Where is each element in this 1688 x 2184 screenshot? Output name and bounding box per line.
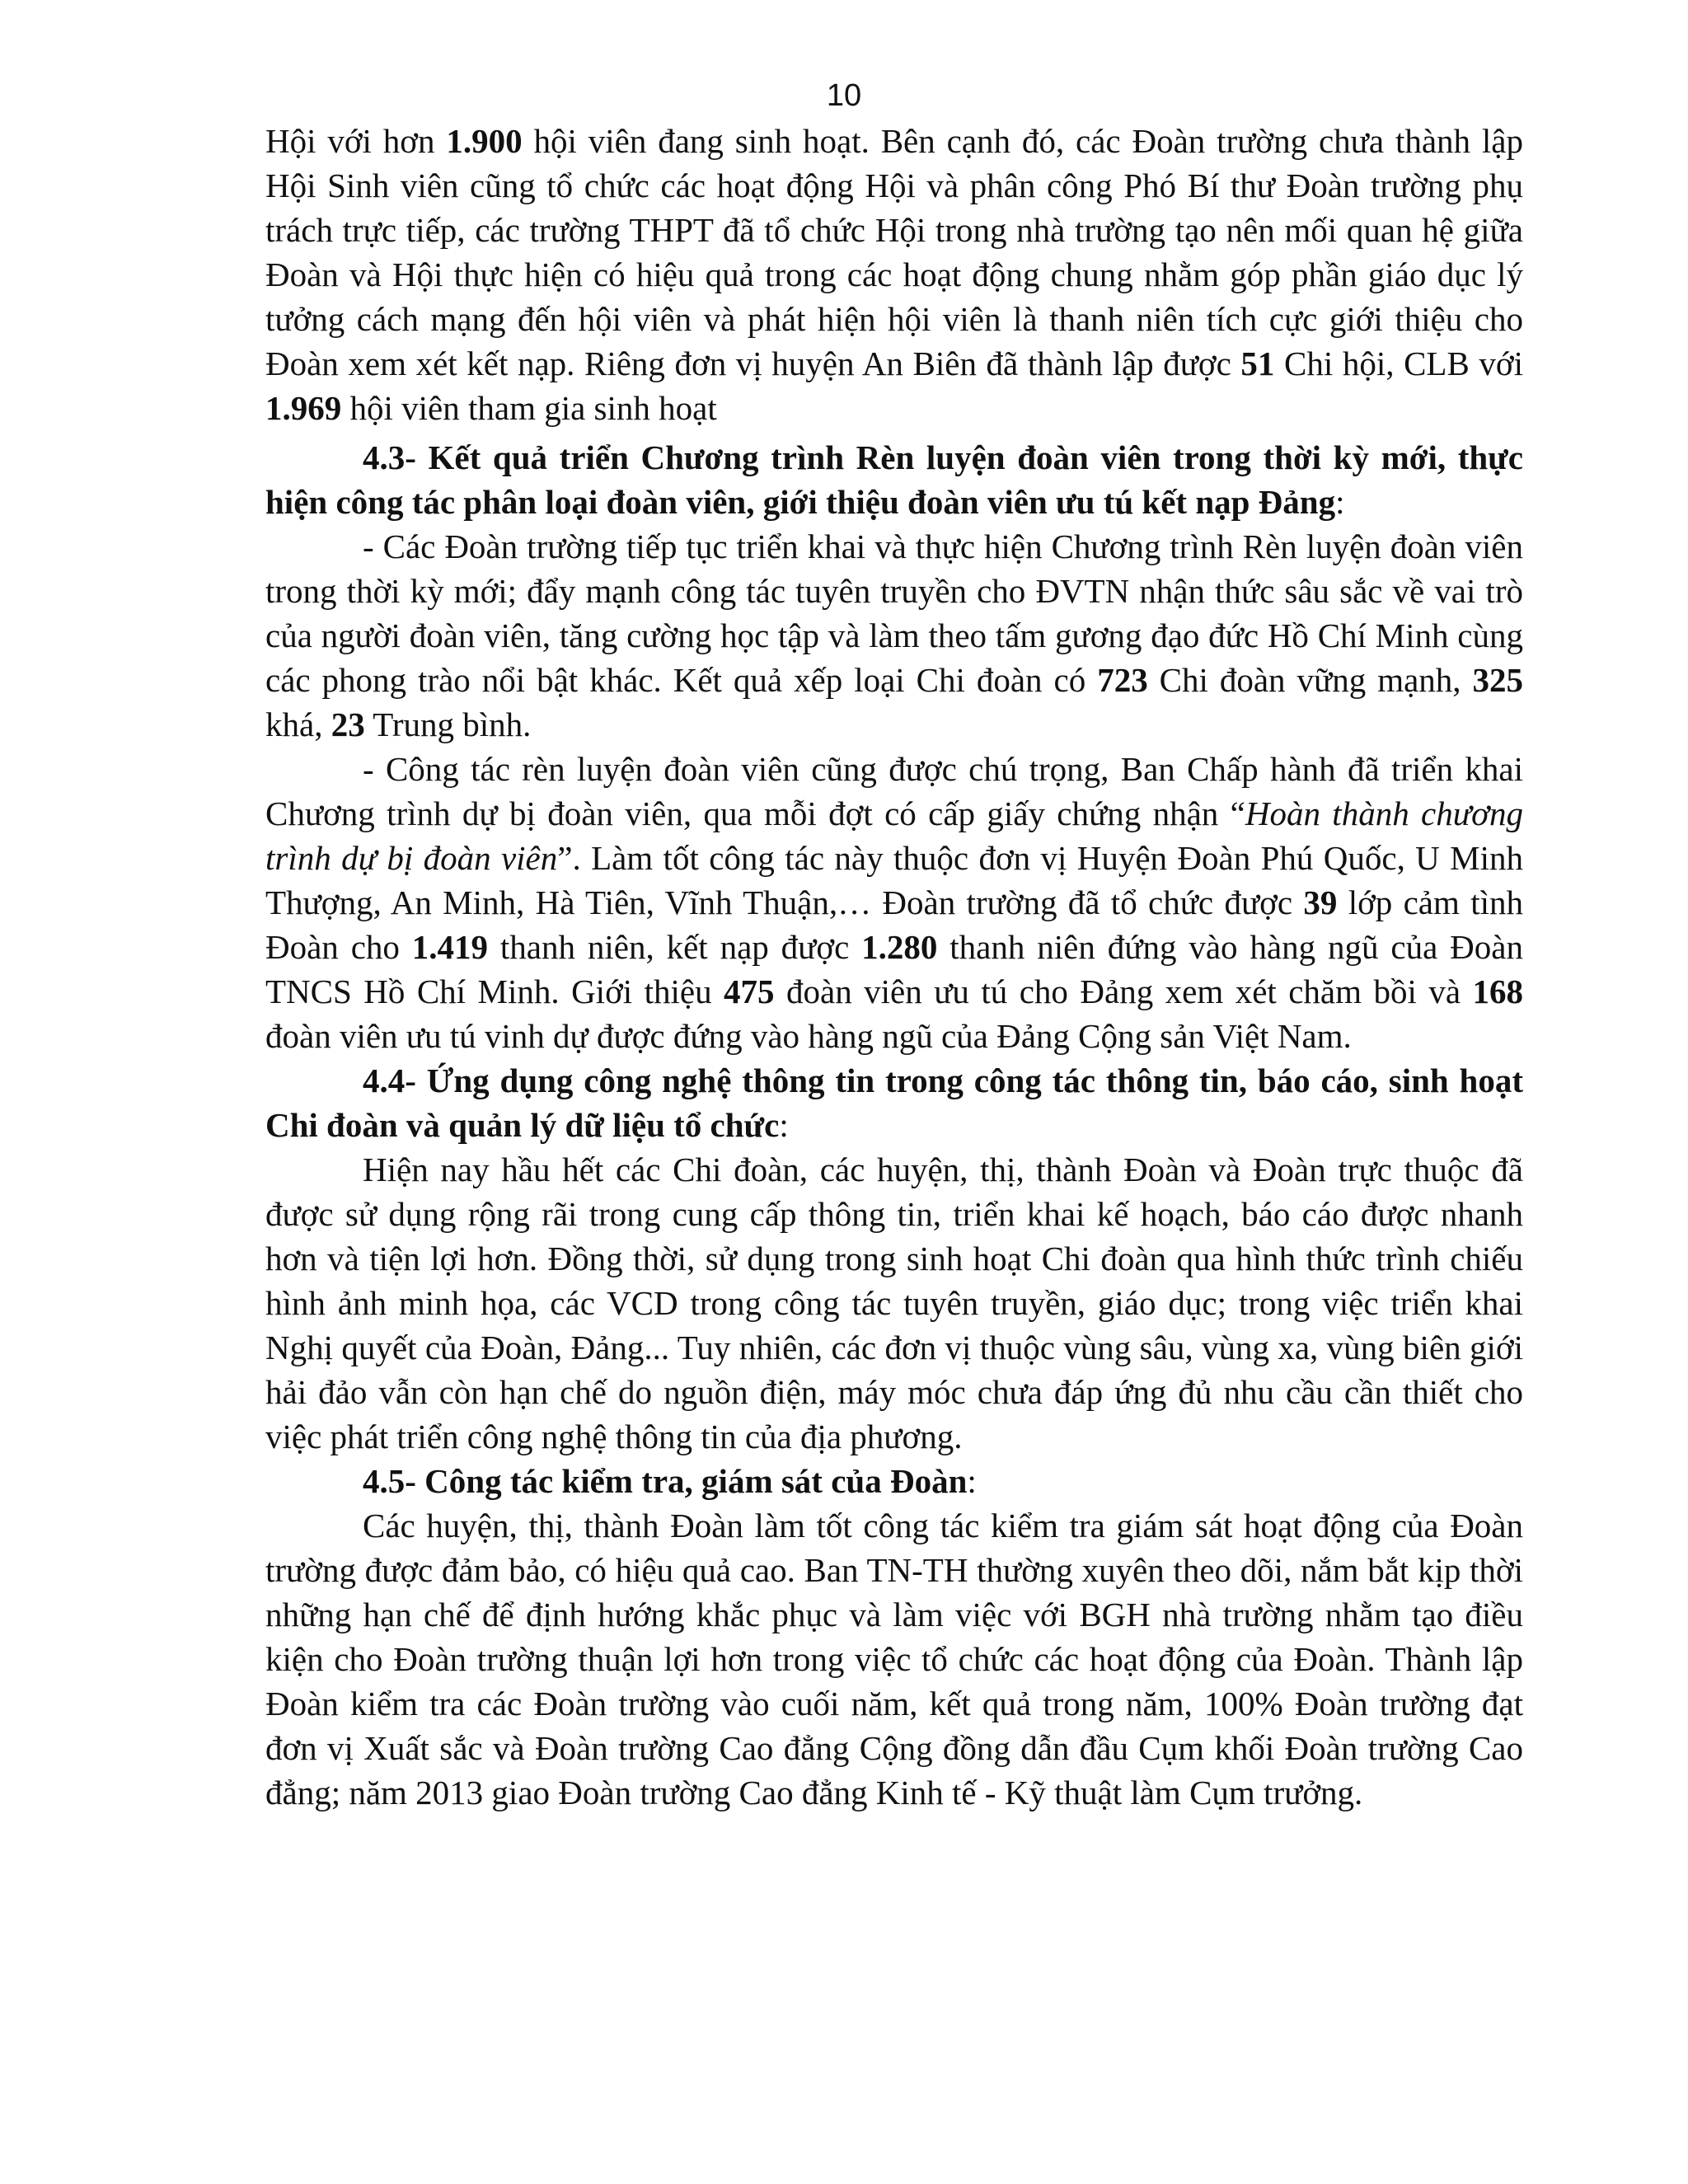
document-body <box>265 119 1523 1815</box>
text-run: 4.4- Ứng dụng công nghệ thông tin trong công tác thông tin, báo cáo, sinh hoạt Chi đoàn và quản lý dữ liệu tổ chức <box>265 1062 1523 1144</box>
text-run: 325 <box>1472 661 1523 699</box>
text-run: Hội với hơn <box>265 122 447 160</box>
page-number: 10 <box>826 78 862 113</box>
text-run: Chi hội, CLB với <box>1274 344 1523 382</box>
text-run: 723 <box>1097 661 1148 699</box>
text-run: 1.280 <box>861 928 938 966</box>
text-run: 23 <box>331 705 365 743</box>
heading-4-3 <box>265 435 1523 524</box>
text-run: 168 <box>1472 972 1523 1010</box>
text-run: Chi đoàn vững mạnh, <box>1147 661 1473 699</box>
text-run: khá, <box>265 705 331 743</box>
text-run: đoàn viên ưu tú cho Đảng xem xét chăm bồi và <box>774 972 1473 1010</box>
heading-4-4 <box>265 1058 1523 1147</box>
text-run: : <box>967 1462 977 1500</box>
text-run: Các huyện, thị, thành Đoàn làm tốt công tác kiểm tra giám sát hoạt động của Đoàn trường được đảm bảo, có hiệu quả cao. Ban TN-TH thường xuyên theo dõi, nắm bắt kịp thời những hạn chế để định hướng khắc phục và làm việc với BGH nhà trường nhằm tạo điều kiện cho Đoàn trường thuận lợi hơn trong việc tổ chức các hoạt động của Đoàn. Thành lập Đoàn kiểm tra các Đoàn trường vào cuối năm, kết quả trong năm, 100% Đoàn trường đạt đơn vị Xuất sắc và Đoàn trường Cao đẳng Cộng đồng dẫn đầu Cụm khối Đoàn trường Cao đẳng; năm 2013 giao Đoàn trường Cao đẳng Kinh tế - Kỹ thuật làm Cụm trưởng. <box>265 1507 1523 1811</box>
text-run: đoàn viên ưu tú vinh dự được đứng vào hàng ngũ của Đảng Cộng sản Việt Nam. <box>265 1017 1352 1055</box>
text-run: thanh niên đứng vào hàng ngũ của Đoàn TNCS Hồ Chí Minh. Giới thiệu <box>265 928 1523 1010</box>
text-run: 1.419 <box>411 928 489 966</box>
paragraph-du-bi-doan-vien <box>265 747 1523 1058</box>
text-run: 1.969 <box>265 389 342 427</box>
paragraph-chuong-trinh-ren-luyen <box>265 524 1523 747</box>
text-run: hội viên đang sinh hoạt. Bên cạnh đó, các Đoàn trường chưa thành lập Hội Sinh viên cũng tổ chức các hoạt động Hội và phân công Phó Bí thư Đoàn trường phụ trách trực tiếp, các trường THPT đã tổ chức Hội trong nhà trường tạo nên mối quan hệ giữa Đoàn và Hội thực hiện có hiệu quả trong các hoạt động chung nhằm góp phần giáo dục lý tưởng cách mạng đến hội viên và phát hiện hội viên là thanh niên tích cực giới thiệu cho Đoàn xem xét kết nạp. Riêng đơn vị huyện An Biên đã thành lập được <box>265 122 1523 382</box>
text-run: Hoàn thành chương trình dự bị đoàn viên <box>265 794 1523 877</box>
text-run: 4.5- Công tác kiểm tra, giám sát của Đoàn <box>363 1462 968 1500</box>
text-run: : <box>779 1106 789 1144</box>
text-run: Trung bình. <box>364 705 532 743</box>
text-run: hội viên tham gia sinh hoạt <box>341 389 717 427</box>
text-run: 51 <box>1240 344 1275 382</box>
paragraph-kiem-tra-giam-sat <box>265 1503 1523 1815</box>
text-run: thanh niên, kết nạp được <box>488 928 862 966</box>
text-run: Hiện nay hầu hết các Chi đoàn, các huyện, thị, thành Đoàn và Đoàn trực thuộc đã được sử dụng rộng rãi trong cung cấp thông tin, triển khai kế hoạch, báo cáo được nhanh hơn và tiện lợi hơn. Đồng thời, sử dụng trong sinh hoạt Chi đoàn qua hình thức trình chiếu hình ảnh minh họa, các VCD trong công tác tuyên truyền, giáo dục; trong việc triển khai Nghị quyết của Đoàn, Đảng... Tuy nhiên, các đơn vị thuộc vùng sâu, vùng xa, vùng biên giới hải đảo vẫn còn hạn chế do nguồn điện, máy móc chưa đáp ứng đủ nhu cầu cần thiết cho việc phát triển công nghệ thông tin của địa phương. <box>265 1151 1523 1455</box>
text-run: lớp cảm tình Đoàn cho <box>265 883 1523 966</box>
text-run: 39 <box>1303 883 1338 921</box>
text-run: - Công tác rèn luyện đoàn viên cũng được chú trọng, Ban Chấp hành đã triển khai Chương trình dự bị đoàn viên, qua mỗi đợt có cấp giấy chứng nhận “ <box>265 750 1523 832</box>
text-run: ”. Làm tốt công tác này thuộc đơn vị Huyện Đoàn Phú Quốc, U Minh Thượng, An Minh, Hà Tiên, Vĩnh Thuận,… Đoàn trường đã tổ chức được <box>265 839 1524 921</box>
text-run: 1.900 <box>446 122 523 160</box>
paragraph-hoi-vien <box>265 119 1523 430</box>
paragraph-cong-nghe-thong-tin <box>265 1147 1523 1459</box>
text-run: 475 <box>724 972 775 1010</box>
heading-4-5 <box>265 1459 1523 1503</box>
text-run: 4.3- Kết quả triển Chương trình Rèn luyện đoàn viên trong thời kỳ mới, thực hiện công tác phân loại đoàn viên, giới thiệu đoàn viên ưu tú kết nạp Đảng <box>265 438 1523 521</box>
text-run: - Các Đoàn trường tiếp tục triển khai và thực hiện Chương trình Rèn luyện đoàn viên trong thời kỳ mới; đẩy mạnh công tác tuyên truyền cho ĐVTN nhận thức sâu sắc về vai trò của người đoàn viên, tăng cường học tập và làm theo tấm gương đạo đức Hồ Chí Minh cùng các phong trào nổi bật khác. Kết quả xếp loại Chi đoàn có <box>265 527 1523 699</box>
text-run: : <box>1335 483 1345 521</box>
